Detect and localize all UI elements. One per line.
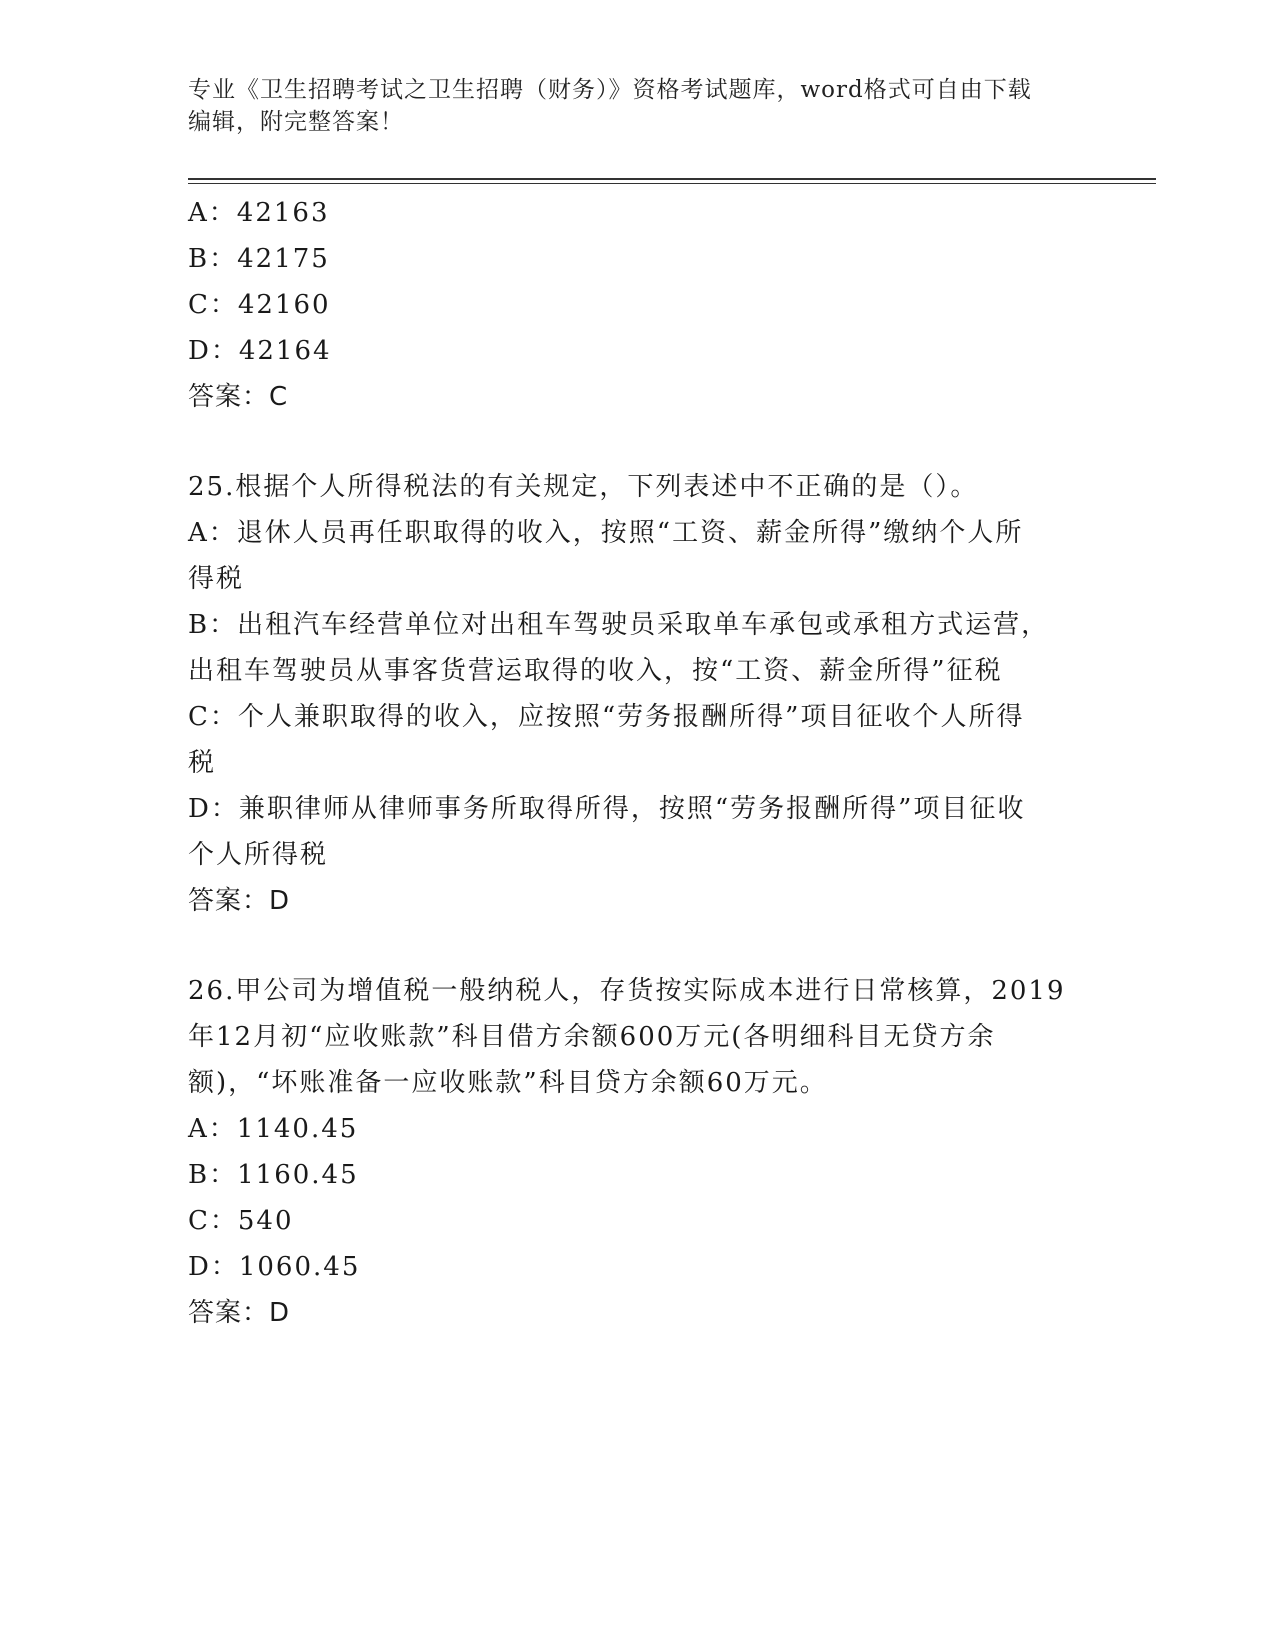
question-24	[188, 190, 1088, 420]
q25-answer: 答案：D	[188, 886, 291, 916]
q25-line-3: B：出租汽车经营单位对出租车驾驶员采取单车承包或承租方式运营，	[188, 610, 1050, 640]
q26-option-b: B：1160.45	[188, 1160, 359, 1190]
q25-line-6: 税	[188, 748, 217, 778]
q25-line-7: D：兼职律师从律师事务所取得所得，按照“劳务报酬所得”项目征收	[188, 794, 1026, 824]
spacer	[188, 420, 1088, 464]
spacer	[188, 924, 1088, 968]
q26-stem-line-3: 额)，“坏账准备一应收账款”科目贷方余额60万元。	[188, 1068, 828, 1098]
header-line-2: 编辑，附完整答案！	[188, 109, 404, 135]
q26-option-c: C：540	[188, 1206, 294, 1236]
q26-option-d: D：1060.45	[188, 1252, 361, 1282]
q26-stem-line-2: 年12月初“应收账款”科目借方余额600万元(各明细科目无贷方余	[188, 1022, 996, 1052]
q24-option-a: A：42163	[188, 198, 330, 228]
question-content	[188, 190, 1088, 1336]
header-line-1: 专业《卫生招聘考试之卫生招聘（财务）》资格考试题库，word格式可自由下载	[188, 77, 1032, 103]
q24-option-c: C：42160	[188, 290, 331, 320]
q25-stem: 25.根据个人所得税法的有关规定，下列表述中不正确的是（）。	[188, 472, 979, 502]
header-divider-thin	[188, 183, 1156, 184]
q25-line-8: 个人所得税	[188, 840, 329, 870]
q24-option-d: D：42164	[188, 336, 332, 366]
q25-line-5: C：个人兼职取得的收入，应按照“劳务报酬所得”项目征收个人所得	[188, 702, 1025, 732]
q26-option-a: A：1140.45	[188, 1114, 359, 1144]
header-divider-thick	[188, 178, 1156, 180]
question-25	[188, 464, 1088, 924]
document-header	[188, 74, 1068, 138]
q25-line-1: A：退休人员再任职取得的收入，按照“工资、薪金所得”缴纳个人所	[188, 518, 1024, 548]
q26-answer: 答案：D	[188, 1298, 291, 1328]
q25-line-2: 得税	[188, 564, 245, 594]
q24-option-b: B：42175	[188, 244, 330, 274]
q25-line-4: 出租车驾驶员从事客货营运取得的收入，按“工资、薪金所得”征税	[188, 656, 1003, 686]
q26-stem-line-1: 26.甲公司为增值税一般纳税人，存货按实际成本进行日常核算，2019	[188, 976, 1066, 1006]
q24-answer: 答案：C	[188, 382, 289, 412]
question-26	[188, 968, 1088, 1336]
